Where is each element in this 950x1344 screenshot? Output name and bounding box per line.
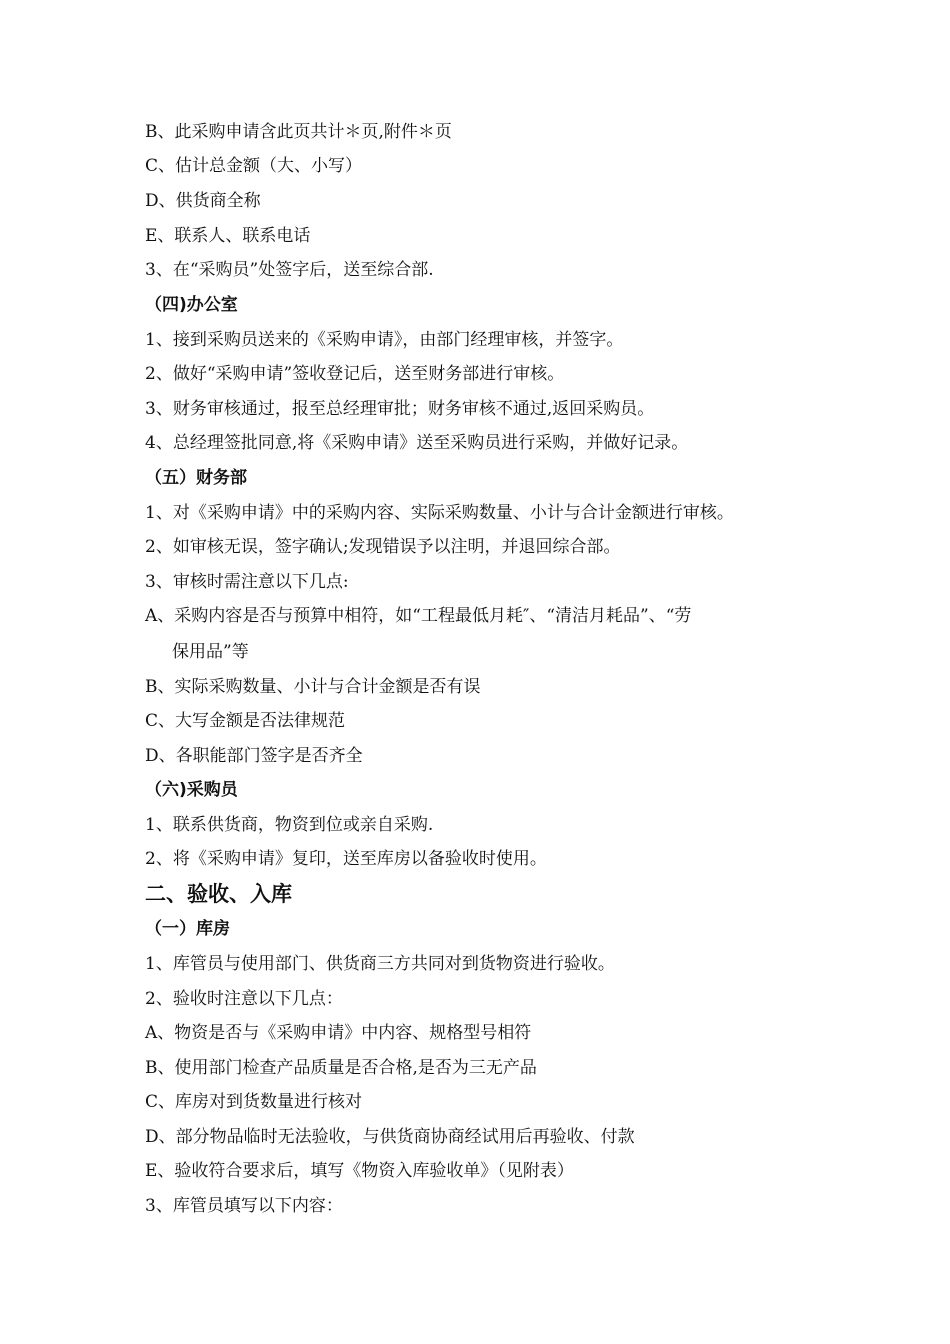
text-line: 2、做好“采购申请”签收登记后，送至财务部进行审核。 xyxy=(145,364,565,384)
section-heading-finance: （五）财务部 xyxy=(145,468,247,488)
text-line: 3、财务审核通过，报至总经理审批；财务审核不通过,返回采购员。 xyxy=(145,399,655,419)
text-line: B、实际采购数量、小计与合计金额是否有误 xyxy=(145,677,481,697)
text-line: B、使用部门检查产品质量是否合格,是否为三无产品 xyxy=(145,1058,537,1078)
text-line: 1、接到采购员送来的《采购申请》，由部门经理审核，并签字。 xyxy=(145,330,624,350)
text-line: C、大写金额是否法律规范 xyxy=(145,711,346,731)
text-line: D、部分物品临时无法验收，与供货商协商经试用后再验收、付款 xyxy=(145,1127,635,1147)
section-heading-office: （四)办公室 xyxy=(145,295,238,315)
text-line: D、各职能部门签字是否齐全 xyxy=(145,746,363,766)
text-line: 2、验收时注意以下几点： xyxy=(145,989,343,1009)
chapter-title: 二、验收、入库 xyxy=(145,882,292,906)
text-line: 1、库管员与使用部门、供货商三方共同对到货物资进行验收。 xyxy=(145,954,615,974)
text-line: B、此采购申请含此页共计＊页,附件＊页 xyxy=(145,122,452,142)
text-line: D、供货商全称 xyxy=(145,191,261,211)
text-line: 4、总经理签批同意,将《采购申请》送至采购员进行采购，并做好记录。 xyxy=(145,433,689,453)
text-line: 3、库管员填写以下内容： xyxy=(145,1196,343,1216)
text-line: 3、在“采购员”处签字后，送至综合部. xyxy=(145,260,434,280)
text-line: 1、联系供货商，物资到位或亲自采购. xyxy=(145,815,434,835)
section-heading-purchaser: （六)采购员 xyxy=(145,780,238,800)
section-heading-warehouse: （一）库房 xyxy=(145,919,230,939)
text-line: 1、对《采购申请》中的采购内容、实际采购数量、小计与合计金额进行审核。 xyxy=(145,503,734,523)
text-line: A、物资是否与《采购申请》中内容、规格型号相符 xyxy=(145,1023,532,1043)
text-line: 2、将《采购申请》复印，送至库房以备验收时使用。 xyxy=(145,849,547,869)
text-line: E、联系人、联系电话 xyxy=(145,226,311,246)
text-line: C、库房对到货数量进行核对 xyxy=(145,1092,363,1112)
text-line: 2、如审核无误，签字确认;发现错误予以注明，并退回综合部。 xyxy=(145,537,621,557)
text-line: 保用品”等 xyxy=(172,642,249,662)
text-line: 3、审核时需注意以下几点: xyxy=(145,572,349,592)
text-line: E、验收符合要求后，填写《物资入库验收单》（见附表） xyxy=(145,1161,574,1181)
text-line: C、估计总金额（大、小写） xyxy=(145,156,363,176)
text-line: A、采购内容是否与预算中相符，如“工程最低月耗″、“清洁月耗品”、“劳 xyxy=(145,606,692,626)
